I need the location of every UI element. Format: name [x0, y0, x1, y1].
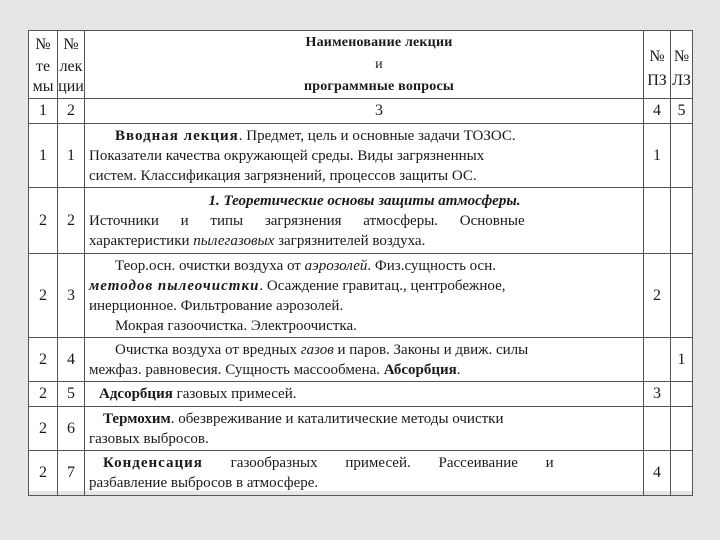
col-number-4: 4 [644, 99, 671, 124]
lecture-content: Конденсация газообразных примесей. Рассеивание и разбавление выбросов в атмосфере. [85, 451, 644, 496]
header-lz-no: № ЛЗ [671, 31, 693, 99]
topic-number: 2 [29, 451, 58, 496]
lecture-content: 1. Теоретические основы защиты атмосферы. Источники и типы загрязнения атмосферы. Основные характеристики пылегазовых загрязнителей воздуха. [85, 188, 644, 254]
lz-number [671, 124, 693, 188]
pz-number: 4 [644, 451, 671, 496]
lecture-plan-table [28, 30, 693, 496]
lecture-content: Вводная лекция. Предмет, цель и основные задачи ТОЗОС. Показатели качества окружающей среды. Виды загрязненных систем. Классификация загрязнений, процессов защиты ОС. [85, 124, 644, 188]
col-number-5: 5 [671, 99, 693, 124]
pz-number: 2 [644, 254, 671, 338]
header-lecture-no: № лек ции [58, 31, 85, 99]
table-row [29, 338, 693, 382]
lecture-number: 6 [58, 407, 85, 451]
lecture-number: 2 [58, 188, 85, 254]
table-row [29, 254, 693, 338]
col-number-2: 2 [58, 99, 85, 124]
lecture-number: 1 [58, 124, 85, 188]
lz-number [671, 451, 693, 496]
lz-number: 1 [671, 338, 693, 382]
table-row [29, 188, 693, 254]
pz-number [644, 188, 671, 254]
lz-number [671, 382, 693, 407]
topic-number: 1 [29, 124, 58, 188]
lz-number [671, 188, 693, 254]
table-row [29, 382, 693, 407]
pz-number [644, 407, 671, 451]
lecture-content: Очистка воздуха от вредных газов и паров. Законы и движ. силы межфаз. равновесия. Сущность массообмена. Абсорбция. [85, 338, 644, 382]
table-row [29, 407, 693, 451]
lz-number [671, 254, 693, 338]
header-topic-no: № те мы [29, 31, 58, 99]
col-number-1: 1 [29, 99, 58, 124]
header-pz-no: № ПЗ [644, 31, 671, 99]
pz-number: 3 [644, 382, 671, 407]
pz-number [644, 338, 671, 382]
column-numbers-row [29, 99, 693, 124]
pz-number: 1 [644, 124, 671, 188]
header-row [29, 31, 693, 99]
lz-number [671, 407, 693, 451]
topic-number: 2 [29, 338, 58, 382]
topic-number: 2 [29, 254, 58, 338]
col-number-3: 3 [85, 99, 644, 124]
topic-number: 2 [29, 382, 58, 407]
header-lecture-title: Наименование лекции и программные вопросы [85, 31, 644, 99]
topic-number: 2 [29, 407, 58, 451]
lecture-number: 5 [58, 382, 85, 407]
lecture-number: 4 [58, 338, 85, 382]
lecture-content: Теор.осн. очистки воздуха от аэрозолей. Физ.сущность осн. методов пылеочистки. Осаждение гравитац., центробежное, инерционное. Фильтрование аэрозолей. Мокрая газоочистка. Электроочистка. [85, 254, 644, 338]
table-row [29, 451, 693, 496]
table-row [29, 124, 693, 188]
lecture-number: 7 [58, 451, 85, 496]
lecture-number: 3 [58, 254, 85, 338]
lecture-content: Адсорбция газовых примесей. [85, 382, 644, 407]
topic-number: 2 [29, 188, 58, 254]
lecture-content: Термохим. обезвреживание и каталитические методы очистки газовых выбросов. [85, 407, 644, 451]
